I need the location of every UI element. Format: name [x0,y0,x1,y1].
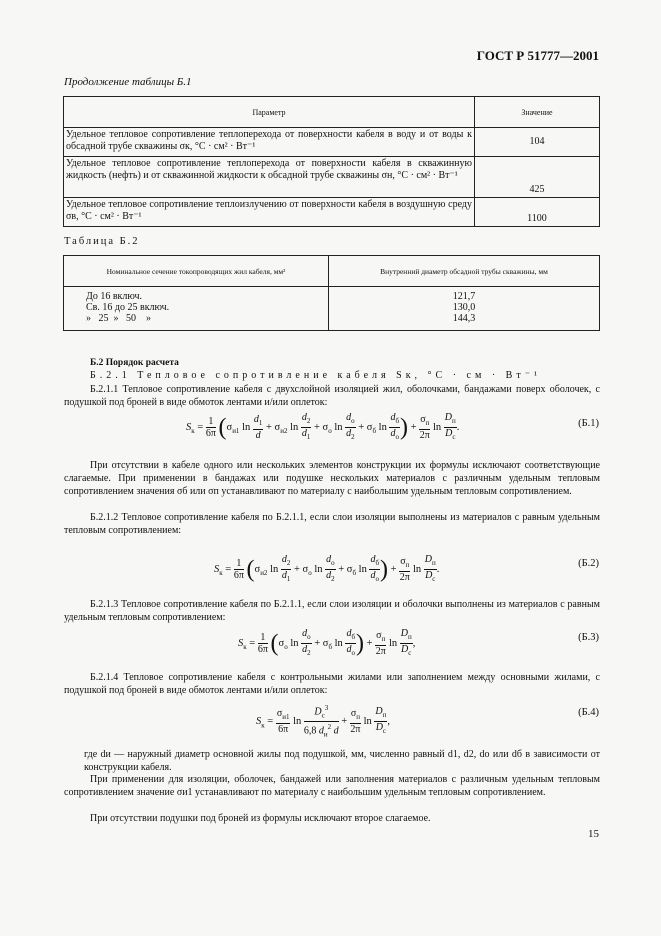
table-cell: 130,0 [452,302,476,313]
paragraph: Б.2.1.2 Тепловое сопротивление кабеля по Б.2.1.1, если слои изоляции выполнены из материалов с равным удельным тепловым сопротивлением: [64,512,600,536]
table-cell: 121,7 [452,291,476,302]
table-b2-header-diameter: Внутренний диаметр обсадной трубы скважины, мм [329,256,600,287]
paragraph: Б.2.1.4 Тепловое сопротивление кабеля с контрольными жилами или заполнением между основными жилами, с подушкой под броней в виде обмоток лентами и/или оплеток: [64,672,600,696]
table-row [64,287,600,331]
formula-b2: $S_к$ = $\frac{1}{6\pi}$ ($\sigma_{и2}$ ln $\frac{d_2}{d_1}$ + $\sigma_о$ ln $\frac{d_о}{d_2}$ + $\sigma_б$ ln $\frac{d_б}{d_о}$ ) + $\frac{\sigma_п}{2\pi}$ ln $\frac{D_п}{D_c}$ . [214,554,440,583]
table-row [64,128,600,157]
table-row [64,157,600,198]
table-cell: » 25 » 50 » [86,313,151,324]
equation-number: (Б.1) [578,418,599,429]
definition-where: где dи — наружный диаметр основной жилы под подушкой, мм, численно равный d1, d2, dо или dб в зависимости от конструкции кабеля. [84,749,600,773]
table-cell: Удельное тепловое сопротивление теплоизлучению от поверхности кабеля в воздушную среду σв, °С · см² · Вт⁻¹ [64,198,475,227]
table-cell: 144,3 [452,313,476,324]
table-cell: Св. 16 до 25 включ. [86,302,170,313]
table-row [64,198,600,227]
table-b2-caption: Таблица Б.2 [64,236,140,247]
equation-number: (Б.2) [578,558,599,569]
table-cell: 425 [475,157,600,198]
paragraph: При отсутствии подушки под броней из формулы исключают второе слагаемое. [90,813,431,824]
table-b2 [63,255,600,331]
table-b1-header-value: Значение [475,97,600,128]
table-b2-header-section: Номинальное сечение токопроводящих жил кабеля, мм² [64,256,329,287]
table-cell: 1100 [475,198,600,227]
table-cell: До 16 включ. [86,291,143,302]
paragraph: При применении для изоляции, оболочек, бандажей или заполнения материалов с различным удельным тепловым сопротивлением значение σи1 устанавливают по материалу с наибольшим удельным тепловым сопротивлением. [64,774,600,798]
table-continuation-label: Продолжение таблицы Б.1 [64,76,192,88]
formula-b4: $S_к$ = $\frac{\sigma_{и1}}{6\pi}$ ln $\frac{D_c^3}{6,8 d_и^2 d}$ + $\frac{\sigma_п}{2\pi}$ ln $\frac{D_п}{D_c}$ , [256,704,390,739]
paragraph: Б.2.1 Тепловое сопротивление кабеля Sк, °С · см · Вт⁻¹ [90,370,541,381]
paragraph: При отсутствии в кабеле одного или нескольких элементов конструкции их формулы исключают соответствующие слагаемые. При применении в бандажах или подушке нескольких материалов с различным удельным тепловым сопротивлением значения σб или σп устанавливают по материалу с наибольшим удельным тепловым сопротивлением. [64,460,600,497]
table-b1 [63,96,600,227]
table-cell: 104 [475,128,600,157]
formula-b3: $S_к$ = $\frac{1}{6\pi}$ ($\sigma_о$ ln $\frac{d_о}{d_2}$ + $\sigma_б$ ln $\frac{d_б}{d_о}$ ) + $\frac{\sigma_п}{2\pi}$ ln $\frac{D_п}{D_c}$ , [238,628,416,657]
table-cell: Удельное тепловое сопротивление теплоперехода от поверхности кабеля в воду и от воды к обсадной трубе скважины σк, °С · см² · Вт⁻¹ [64,128,475,157]
section-title: Б.2 Порядок расчета [90,358,179,368]
equation-number: (Б.4) [578,707,599,718]
formula-b1: $S_к$ = $\frac{1}{6\pi}$ ($\sigma_{и1}$ ln $\frac{d_1}{d}$ + $\sigma_{и2}$ ln $\frac{d_2}{d_1}$ + $\sigma_о$ ln $\frac{d_о}{d_2}$ + $\sigma_б$ ln $\frac{d_б}{d_о}$ ) + $\frac{\sigma_п}{2\pi}$ ln $\frac{D_п}{D_c}$ . [186,412,460,441]
table-cell: Удельное тепловое сопротивление теплоперехода от поверхности кабеля в скважинную жидкость (нефть) и от скважинной жидкости к обсадной трубе скважины σн, °С · см² · Вт⁻¹ [64,157,475,198]
standard-number: ГОСТ Р 51777—2001 [476,48,599,63]
table-b1-header-param: Параметр [64,97,475,128]
paragraph: Б.2.1.3 Тепловое сопротивление кабеля по Б.2.1.1, если слои изоляции и оболочки выполнены из материалов с равным удельным тепловым сопротивлением: [64,599,600,623]
equation-number: (Б.3) [578,632,599,643]
paragraph: Б.2.1.1 Тепловое сопротивление кабеля с двухслойной изоляцией жил, оболочками, бандажами поверх оболочек, с подушкой под броней в виде обмоток лентами и/или оплеток: [64,384,600,408]
page-number: 15 [588,828,599,840]
